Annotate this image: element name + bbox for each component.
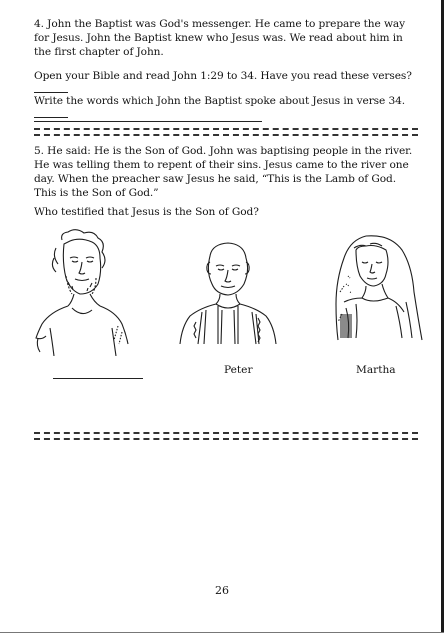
q4-write-prompt bbox=[34, 94, 416, 122]
write-answer-blank[interactable] bbox=[34, 108, 68, 118]
q4-read-prompt bbox=[34, 69, 416, 97]
section-divider-bottom bbox=[34, 432, 418, 440]
read-answer-blank[interactable] bbox=[34, 83, 68, 93]
q5-question: Who testified that Jesus is the Son of God? bbox=[34, 206, 259, 218]
caption-peter: Peter bbox=[224, 364, 253, 376]
answer-line[interactable] bbox=[34, 121, 262, 122]
q5-text: 5. He said: He is the Son of God. John was baptising people in the river. He was telling them to repent of their sins. Jesus came to the river one day. When the preacher saw Jesus he said, “This is the Lamb of God. This is the Son of God.” bbox=[34, 145, 413, 199]
name-answer-line[interactable] bbox=[53, 378, 143, 379]
q4-intro: 4. John the Baptist was God's messenger. He came to prepare the way for Jesus. John the Baptist knew who Jesus was. We read about him in the first chapter of John. bbox=[34, 18, 406, 58]
q4-read-text: Open your Bible and read John 1:29 to 34. Have you read these verses? bbox=[34, 70, 412, 82]
caption-martha: Martha bbox=[356, 364, 396, 376]
page-number: 26 bbox=[215, 584, 229, 597]
peter-illustration[interactable] bbox=[172, 240, 284, 348]
john-baptist-illustration[interactable] bbox=[32, 228, 134, 356]
section-divider bbox=[34, 128, 418, 136]
martha-illustration[interactable] bbox=[326, 232, 424, 342]
q4-write-text: Write the words which John the Baptist spoke about Jesus in verse 34. bbox=[34, 95, 405, 107]
